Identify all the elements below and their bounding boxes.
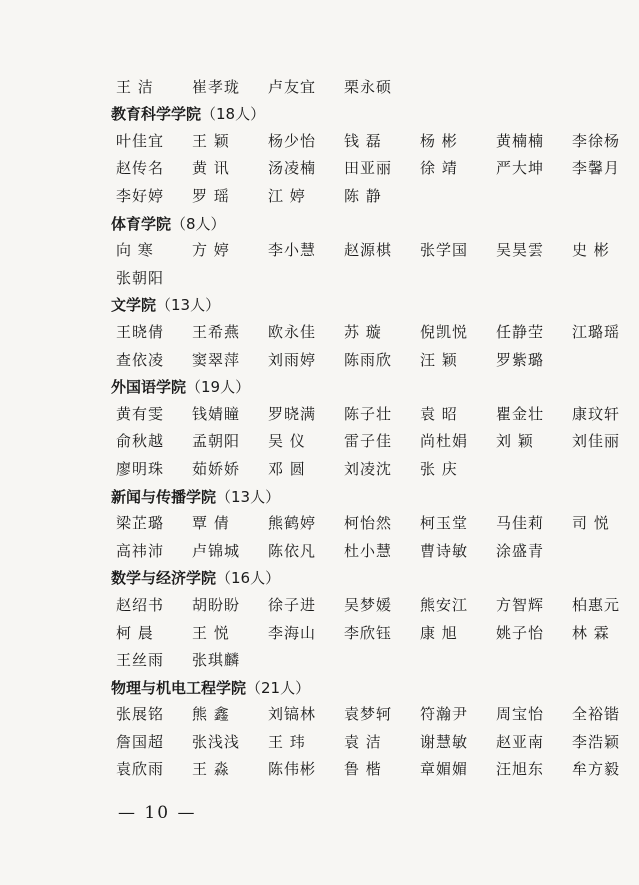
student-name: 陈依凡 [268, 541, 317, 560]
student-name: 张学国 [420, 241, 469, 260]
student-name: 查依凌 [116, 350, 165, 369]
student-name: 周宝怡 [496, 705, 545, 724]
name-row [116, 318, 630, 346]
student-name: 陈 静 [344, 186, 382, 205]
student-name: 汪 颖 [420, 350, 458, 369]
student-name: 张琪麟 [192, 650, 241, 669]
section-count: （18人） [201, 105, 266, 124]
name-row [116, 236, 630, 264]
student-name: 李馨月 [572, 159, 621, 178]
student-name: 李海山 [268, 623, 317, 642]
section-title: 数学与经济学院 [111, 569, 217, 588]
student-name: 赵传名 [116, 159, 165, 178]
student-name: 钱婧瞳 [192, 405, 241, 424]
section-count: （8人） [171, 214, 226, 233]
student-name: 熊 鑫 [192, 705, 230, 724]
name-row [116, 427, 630, 455]
section-title: 外国语学院 [111, 378, 187, 397]
student-name: 崔孝珑 [192, 77, 241, 96]
name-row [116, 345, 554, 373]
student-name: 叶佳宜 [116, 132, 165, 151]
student-name: 李徐杨 [572, 132, 621, 151]
student-name: 苏 璇 [344, 323, 382, 342]
student-name: 杜小慧 [344, 541, 393, 560]
student-name: 田亚丽 [344, 159, 393, 178]
student-name: 卢锦城 [192, 541, 241, 560]
student-name: 熊鹤婷 [268, 514, 317, 533]
student-name: 江 婷 [268, 186, 306, 205]
section-title: 教育科学学院 [111, 105, 202, 124]
student-name: 徐 靖 [420, 159, 458, 178]
student-name: 罗晓满 [268, 405, 317, 424]
student-name: 黄楠楠 [496, 132, 545, 151]
student-name: 吴昊雲 [496, 241, 545, 260]
student-name: 胡盼盼 [192, 596, 241, 615]
name-row [116, 127, 630, 155]
section-count: （19人） [186, 378, 251, 397]
student-name: 李欣钰 [344, 623, 393, 642]
section-heading [111, 103, 265, 124]
student-name: 司 悦 [572, 514, 610, 533]
section-count: （13人） [156, 296, 221, 315]
student-name: 徐子进 [268, 596, 317, 615]
student-name: 钱 磊 [344, 132, 382, 151]
student-name: 覃 倩 [192, 514, 230, 533]
student-name: 李好婷 [116, 186, 165, 205]
section-heading [111, 486, 280, 507]
section-title: 文学院 [111, 296, 157, 315]
student-name: 熊安江 [420, 596, 469, 615]
student-name: 吴 仪 [268, 432, 306, 451]
name-row [116, 618, 630, 646]
student-name: 江璐瑶 [572, 323, 621, 342]
section-title: 体育学院 [111, 214, 172, 233]
student-name: 谢慧敏 [420, 732, 469, 751]
student-name: 袁 昭 [420, 405, 458, 424]
student-name: 康玟轩 [572, 405, 621, 424]
name-row [116, 700, 630, 728]
student-name: 任静茔 [496, 323, 545, 342]
section-count: （21人） [246, 678, 311, 697]
student-name: 张浅浅 [192, 732, 241, 751]
section-title: 物理与机电工程学院 [111, 678, 247, 697]
section-heading [111, 294, 220, 315]
student-name: 茹娇娇 [192, 459, 241, 478]
student-name: 陈雨欣 [344, 350, 393, 369]
student-name: 史 彬 [572, 241, 610, 260]
student-name: 杨 彬 [420, 132, 458, 151]
student-name: 王希燕 [192, 323, 241, 342]
name-row [116, 263, 174, 291]
student-name: 邓 圆 [268, 459, 306, 478]
student-name: 汪旭东 [496, 760, 545, 778]
student-name: 吴梦媛 [344, 596, 393, 615]
student-name: 雷子佳 [344, 432, 393, 451]
student-name: 刘雨婷 [268, 350, 317, 369]
student-name: 向 寒 [116, 241, 154, 260]
student-name: 王 颖 [192, 132, 230, 151]
student-name: 张展铭 [116, 705, 165, 724]
student-name: 柯 晨 [116, 623, 154, 642]
student-name: 高祎沛 [116, 541, 165, 560]
student-name: 刘镐林 [268, 705, 317, 724]
section-heading [111, 567, 280, 588]
name-row [116, 181, 402, 209]
student-name: 卢友宜 [268, 77, 317, 96]
student-name: 黄有雯 [116, 405, 165, 424]
student-name: 赵亚南 [496, 732, 545, 751]
student-name: 刘佳丽 [572, 432, 621, 451]
section-count: （16人） [216, 569, 281, 588]
student-name: 王晓倩 [116, 323, 165, 342]
student-name: 柏惠元 [572, 596, 621, 615]
section-heading [111, 376, 250, 397]
section-title: 新闻与传播学院 [111, 487, 217, 506]
student-name: 方 婷 [192, 241, 230, 260]
student-name: 林 霖 [572, 623, 610, 642]
student-name: 马佳莉 [496, 514, 545, 533]
student-name: 刘凌沈 [344, 459, 393, 478]
name-row [116, 154, 630, 182]
student-name: 杨少怡 [268, 132, 317, 151]
student-name: 袁梦轲 [344, 705, 393, 724]
student-name: 鲁 楷 [344, 760, 382, 778]
student-name: 罗 瑶 [192, 186, 230, 205]
name-row [116, 755, 630, 783]
student-name: 梁芷璐 [116, 514, 165, 533]
name-row [116, 536, 554, 564]
section-count: （13人） [216, 487, 281, 506]
student-name: 方智辉 [496, 596, 545, 615]
name-row [116, 400, 630, 428]
student-name: 栗永硕 [344, 77, 393, 96]
student-name: 王 洁 [116, 77, 154, 96]
student-name: 康 旭 [420, 623, 458, 642]
student-name: 王 悦 [192, 623, 230, 642]
student-name: 王 玮 [268, 732, 306, 751]
student-name: 詹国超 [116, 732, 165, 751]
student-name: 牟方毅 [572, 760, 621, 778]
student-name: 柯怡然 [344, 514, 393, 533]
student-name: 瞿金壮 [496, 405, 545, 424]
section-heading [111, 213, 226, 234]
student-name: 袁 洁 [344, 732, 382, 751]
student-name: 严大坤 [496, 159, 545, 178]
student-name: 汤凌楠 [268, 159, 317, 178]
name-row [116, 454, 478, 482]
student-name: 倪凯悦 [420, 323, 469, 342]
student-name: 窦翠萍 [192, 350, 241, 369]
student-name: 王丝雨 [116, 650, 165, 669]
name-row [116, 509, 630, 537]
student-name: 廖明珠 [116, 459, 165, 478]
student-name: 曹诗敏 [420, 541, 469, 560]
section-heading [111, 677, 310, 698]
page-number: — 10 — [118, 803, 197, 823]
student-name: 章媚媚 [420, 760, 469, 778]
student-name: 赵源棋 [344, 241, 393, 260]
name-row [116, 72, 402, 100]
student-name: 袁欣雨 [116, 760, 165, 778]
student-name: 全裕锴 [572, 705, 621, 724]
student-name: 陈子壮 [344, 405, 393, 424]
student-name: 涂盛青 [496, 541, 545, 560]
student-name: 黄 讯 [192, 159, 230, 178]
student-name: 欧永佳 [268, 323, 317, 342]
student-name: 王 淼 [192, 760, 230, 778]
student-name: 罗紫璐 [496, 350, 545, 369]
student-name: 姚子怡 [496, 623, 545, 642]
student-name: 柯玉堂 [420, 514, 469, 533]
student-name: 赵绍书 [116, 596, 165, 615]
student-name: 尚杜娟 [420, 432, 469, 451]
name-row [116, 591, 630, 619]
student-name: 刘 颖 [496, 432, 534, 451]
student-name: 张 庆 [420, 459, 458, 478]
name-row [116, 727, 630, 755]
student-name: 符瀚尹 [420, 705, 469, 724]
name-row [116, 645, 250, 673]
student-name: 俞秋越 [116, 432, 165, 451]
student-name: 孟朝阳 [192, 432, 241, 451]
student-name: 李小慧 [268, 241, 317, 260]
student-name: 张朝阳 [116, 268, 165, 287]
student-name: 李浩颖 [572, 732, 621, 751]
student-name: 陈伟彬 [268, 760, 317, 778]
